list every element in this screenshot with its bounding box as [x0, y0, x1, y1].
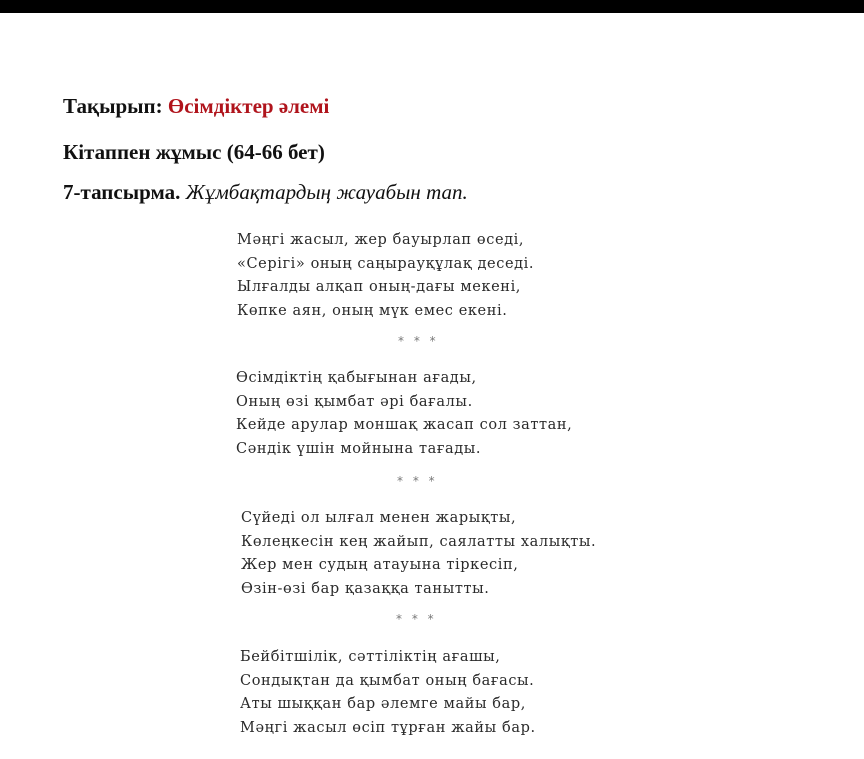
- riddle-2: [236, 367, 572, 461]
- riddle-line: Өсімдіктің қабығынан ағады,: [236, 370, 477, 386]
- riddle-line: Сүйеді ол ылғал менен жарықты,: [241, 510, 517, 526]
- work-heading: Кітаппен жұмыс (64-66 бет): [63, 140, 325, 164]
- riddle-line: Жер мен судың атауына тіркесіп,: [241, 557, 519, 573]
- topic-value: Өсімдіктер әлемі: [167, 94, 330, 118]
- riddle-line: Сондықтан да қымбат оның бағасы.: [240, 672, 535, 689]
- riddle-line: Аты шыққан бар әлемге майы бар,: [240, 696, 526, 712]
- riddle-line: Мәңгі жасыл, жер бауырлап өседі,: [237, 232, 525, 248]
- riddle-line: Көпке аян, оның мүк емес екені.: [237, 302, 508, 319]
- riddle-line: Сәндік үшін мойнына тағады.: [236, 440, 482, 457]
- riddle-line: Бейбітшілік, сәттіліктің ағашы,: [240, 649, 501, 665]
- task-label: 7-тапсырма.: [63, 180, 181, 204]
- riddle-line: Өзін-өзі бар қазаққа танытты.: [241, 580, 490, 597]
- riddle-line: «Серігі» оның саңырауқұлақ деседі.: [237, 255, 535, 272]
- riddle-4: [240, 646, 536, 740]
- riddle-3: [241, 507, 596, 601]
- riddle-1: [237, 229, 534, 323]
- topic-heading: [63, 94, 329, 119]
- top-bar: [0, 0, 864, 13]
- riddle-line: Кейде арулар моншақ жасап сол заттан,: [236, 417, 573, 433]
- riddle-line: Мәңгі жасыл өсіп тұрған жайы бар.: [240, 719, 536, 736]
- riddle-line: Ылғалды алқап оның-дағы мекені,: [237, 279, 522, 295]
- riddle-line: Көлеңкесін кең жайып, саялатты халықты.: [241, 533, 597, 550]
- task-heading: [63, 180, 468, 205]
- stanza-separator: * * *: [397, 474, 438, 488]
- riddle-line: Оның өзі қымбат әрі бағалы.: [236, 393, 473, 410]
- stanza-separator: * * *: [396, 612, 437, 626]
- topic-label: Тақырып:: [63, 94, 163, 118]
- task-text: Жұмбақтардың жауабын тап.: [185, 180, 468, 204]
- stanza-separator: * * *: [398, 334, 439, 348]
